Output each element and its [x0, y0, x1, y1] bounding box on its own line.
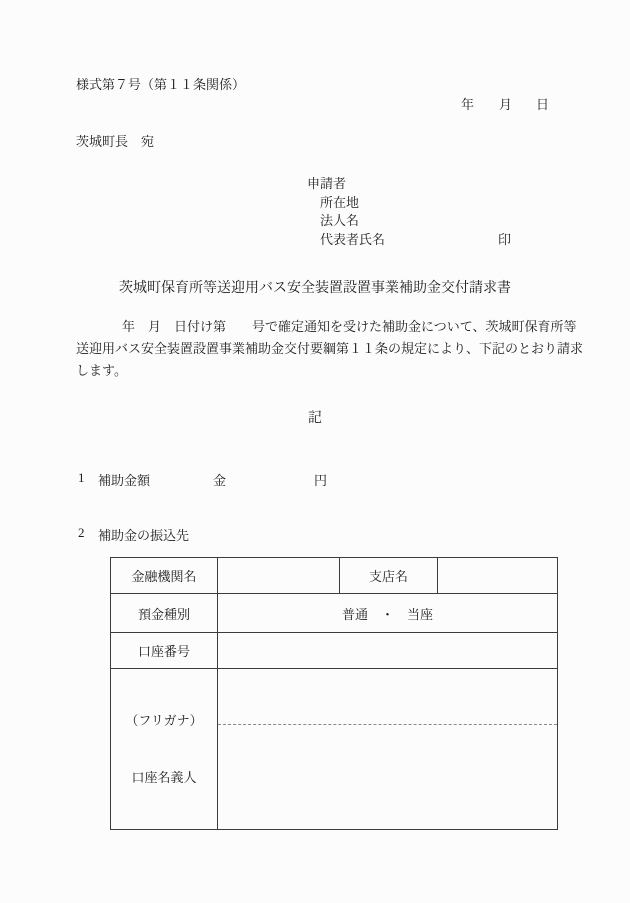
branch-name-label: 支店名	[340, 558, 438, 594]
body-line-3: します。	[76, 363, 127, 378]
section-marker-ki: 記	[308, 411, 322, 426]
table-row-account-number	[111, 633, 558, 669]
account-type-options: 普通 ・ 当座	[218, 594, 558, 633]
item2-number: 2	[78, 525, 85, 540]
furigana-value-area	[218, 701, 557, 725]
applicant-address-label: 所在地	[320, 195, 360, 210]
date-year-label: 年	[461, 97, 475, 112]
item1-label: 補助金額	[98, 473, 151, 488]
account-holder-value-cell	[218, 669, 558, 830]
account-number-label: 口座番号	[111, 633, 218, 669]
account-holder-label: 口座名義人	[131, 770, 197, 785]
document-title: 茨城町保育所等送迎用バス安全装置設置事業補助金交付請求書	[119, 281, 511, 296]
addressee: 茨城町長 宛	[76, 134, 155, 149]
date-day-label: 日	[536, 97, 550, 112]
item2-label: 補助金の振込先	[98, 528, 190, 543]
table-row-bank	[111, 558, 558, 594]
item-transfer-destination	[0, 525, 630, 543]
item1-number: 1	[78, 470, 85, 485]
table-row-account-type	[111, 594, 558, 633]
bank-name-label: 金融機関名	[111, 558, 218, 594]
item-subsidy-amount	[0, 470, 630, 488]
bank-name-value-cell	[218, 558, 340, 594]
account-number-value-cell	[218, 633, 558, 669]
seal-mark: 印	[498, 232, 512, 247]
account-holder-value-area	[218, 757, 557, 797]
bank-transfer-table	[110, 557, 558, 830]
applicant-label: 申請者	[307, 176, 347, 191]
account-type-label: 預金種別	[111, 594, 218, 633]
applicant-representative-label: 代表者氏名	[320, 232, 386, 247]
body-paragraph	[76, 316, 583, 382]
applicant-corporation-label: 法人名	[320, 213, 360, 228]
furigana-label: （フリガナ）	[125, 713, 203, 728]
table-row-account-holder	[111, 669, 558, 830]
form-number: 様式第７号（第１１条関係）	[76, 77, 246, 92]
branch-name-value-cell	[438, 558, 558, 594]
item1-currency-prefix: 金	[213, 473, 227, 488]
item1-currency-suffix: 円	[314, 473, 328, 488]
account-holder-label-cell	[111, 669, 218, 830]
date-month-label: 月	[499, 97, 513, 112]
body-line-1: 年 月 日付け第 号で確定通知を受けた補助金について、茨城町保育所等	[122, 319, 577, 334]
body-line-2: 送迎用バス安全装置設置事業補助金交付要綱第１１条の規定により、下記のとおり請求	[76, 341, 584, 356]
